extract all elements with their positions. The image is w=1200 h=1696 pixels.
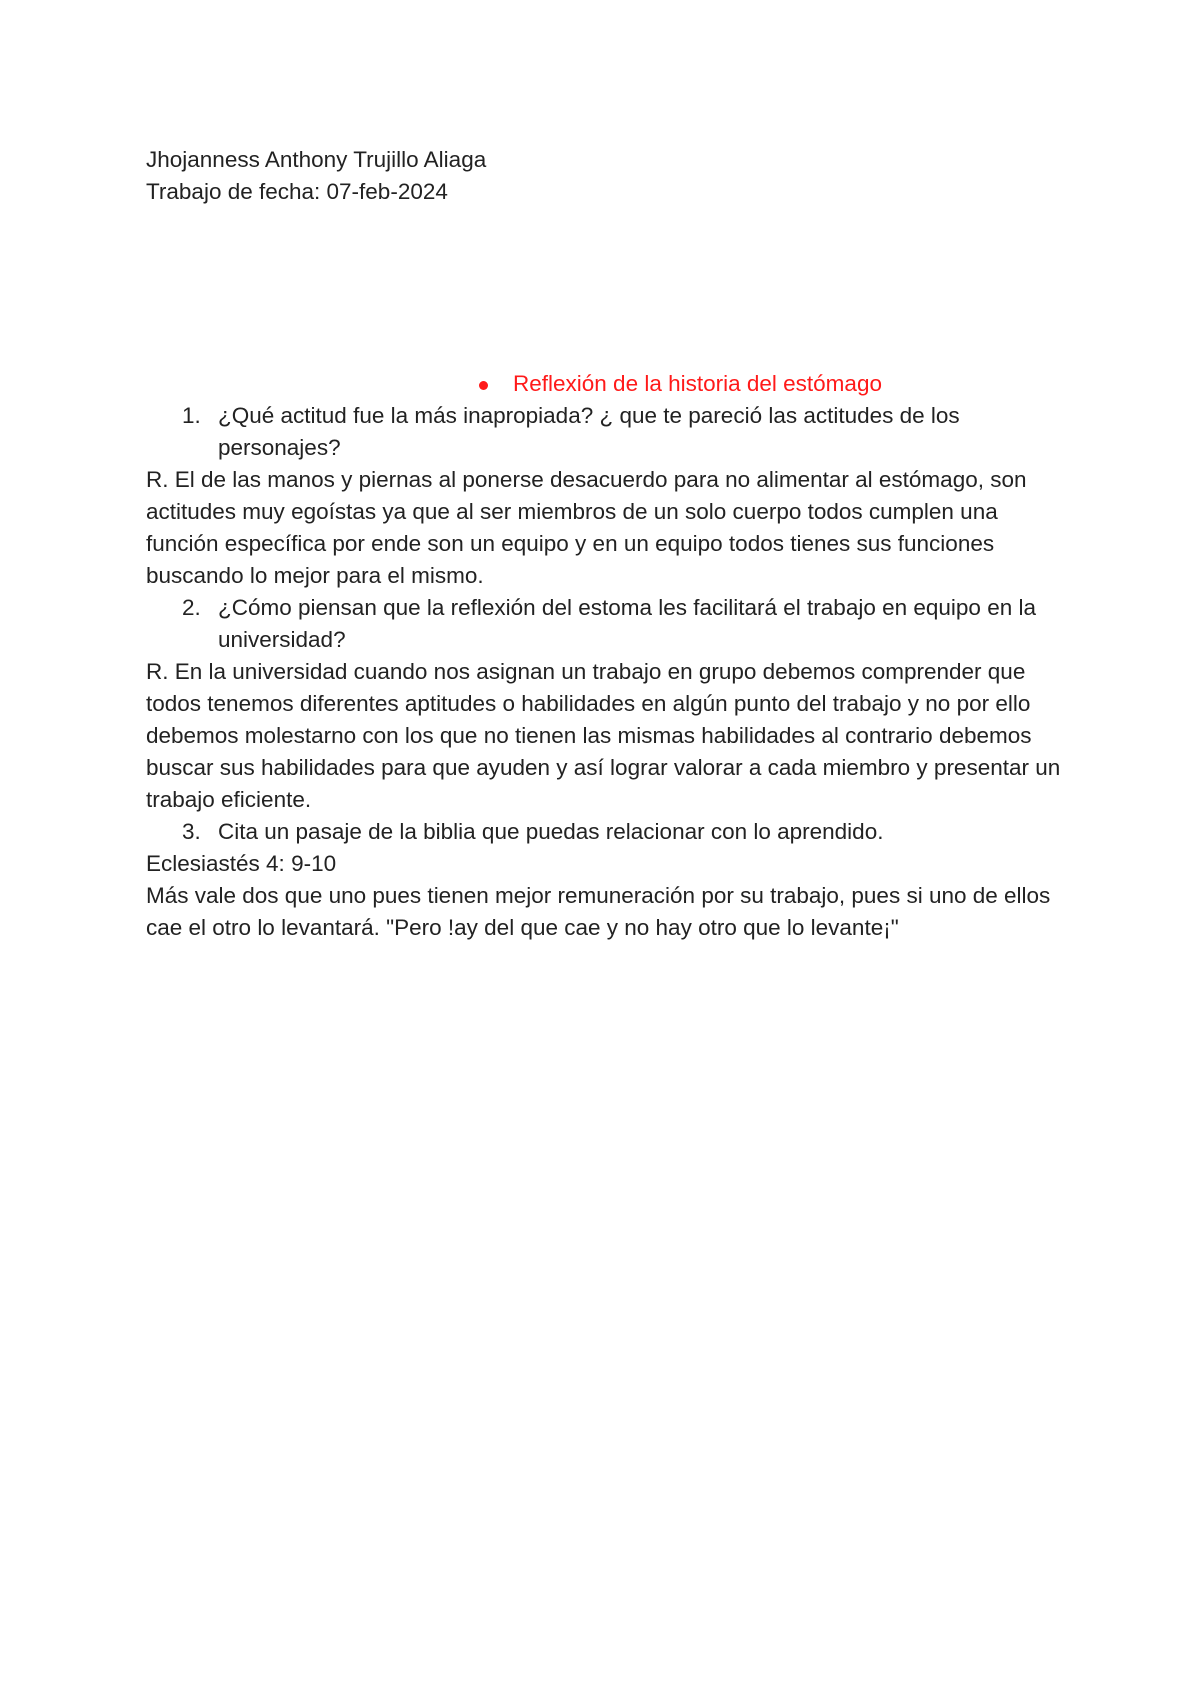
answer-3: Más vale dos que uno pues tienen mejor remuneración por su trabajo, pues si uno de ellos cae el otro lo levantará. "Pero !ay del que cae y no hay otro que lo levante¡" (146, 883, 1051, 940)
question-text: ¿Cómo piensan que la reflexión del estoma les facilitará el trabajo en equipo en la universidad? (218, 595, 1036, 652)
section-title: Reflexión de la historia del estómago (513, 371, 882, 396)
question-text: ¿Qué actitud fue la más inapropiada? ¿ que te pareció las actitudes de los personajes? (218, 403, 960, 460)
question-number: 1. (182, 403, 201, 428)
date-line: Trabajo de fecha: 07-feb-2024 (146, 179, 448, 204)
question-2 (146, 592, 1066, 656)
document-body (146, 144, 1066, 944)
question-number: 2. (182, 595, 201, 620)
section-heading (146, 368, 1066, 400)
answer-2: R. En la universidad cuando nos asignan un trabajo en grupo debemos comprender que todos tenemos diferentes aptitudes o habilidades en algún punto del trabajo y no por ello debemos molestarno con los que no tienen las mismas habilidades al contrario debemos buscar sus habilidades para que ayuden y así lograr valorar a cada miembro y presentar un trabajo eficiente. (146, 659, 1061, 812)
bible-reference: Eclesiastés 4: 9-10 (146, 851, 337, 876)
question-3 (146, 816, 1066, 848)
question-1 (146, 400, 1066, 464)
author-name: Jhojanness Anthony Trujillo Aliaga (146, 147, 487, 172)
answer-1: R. El de las manos y piernas al ponerse desacuerdo para no alimentar al estómago, son actitudes muy egoístas ya que al ser miembros de un solo cuerpo todos cumplen una función específica por ende son un equipo y en un equipo todos tienes sus funciones buscando lo mejor para el mismo. (146, 467, 1027, 588)
question-text: Cita un pasaje de la biblia que puedas relacionar con lo aprendido. (218, 819, 884, 844)
question-number: 3. (182, 819, 201, 844)
spacer (146, 208, 1066, 368)
bullet-icon (479, 381, 488, 390)
